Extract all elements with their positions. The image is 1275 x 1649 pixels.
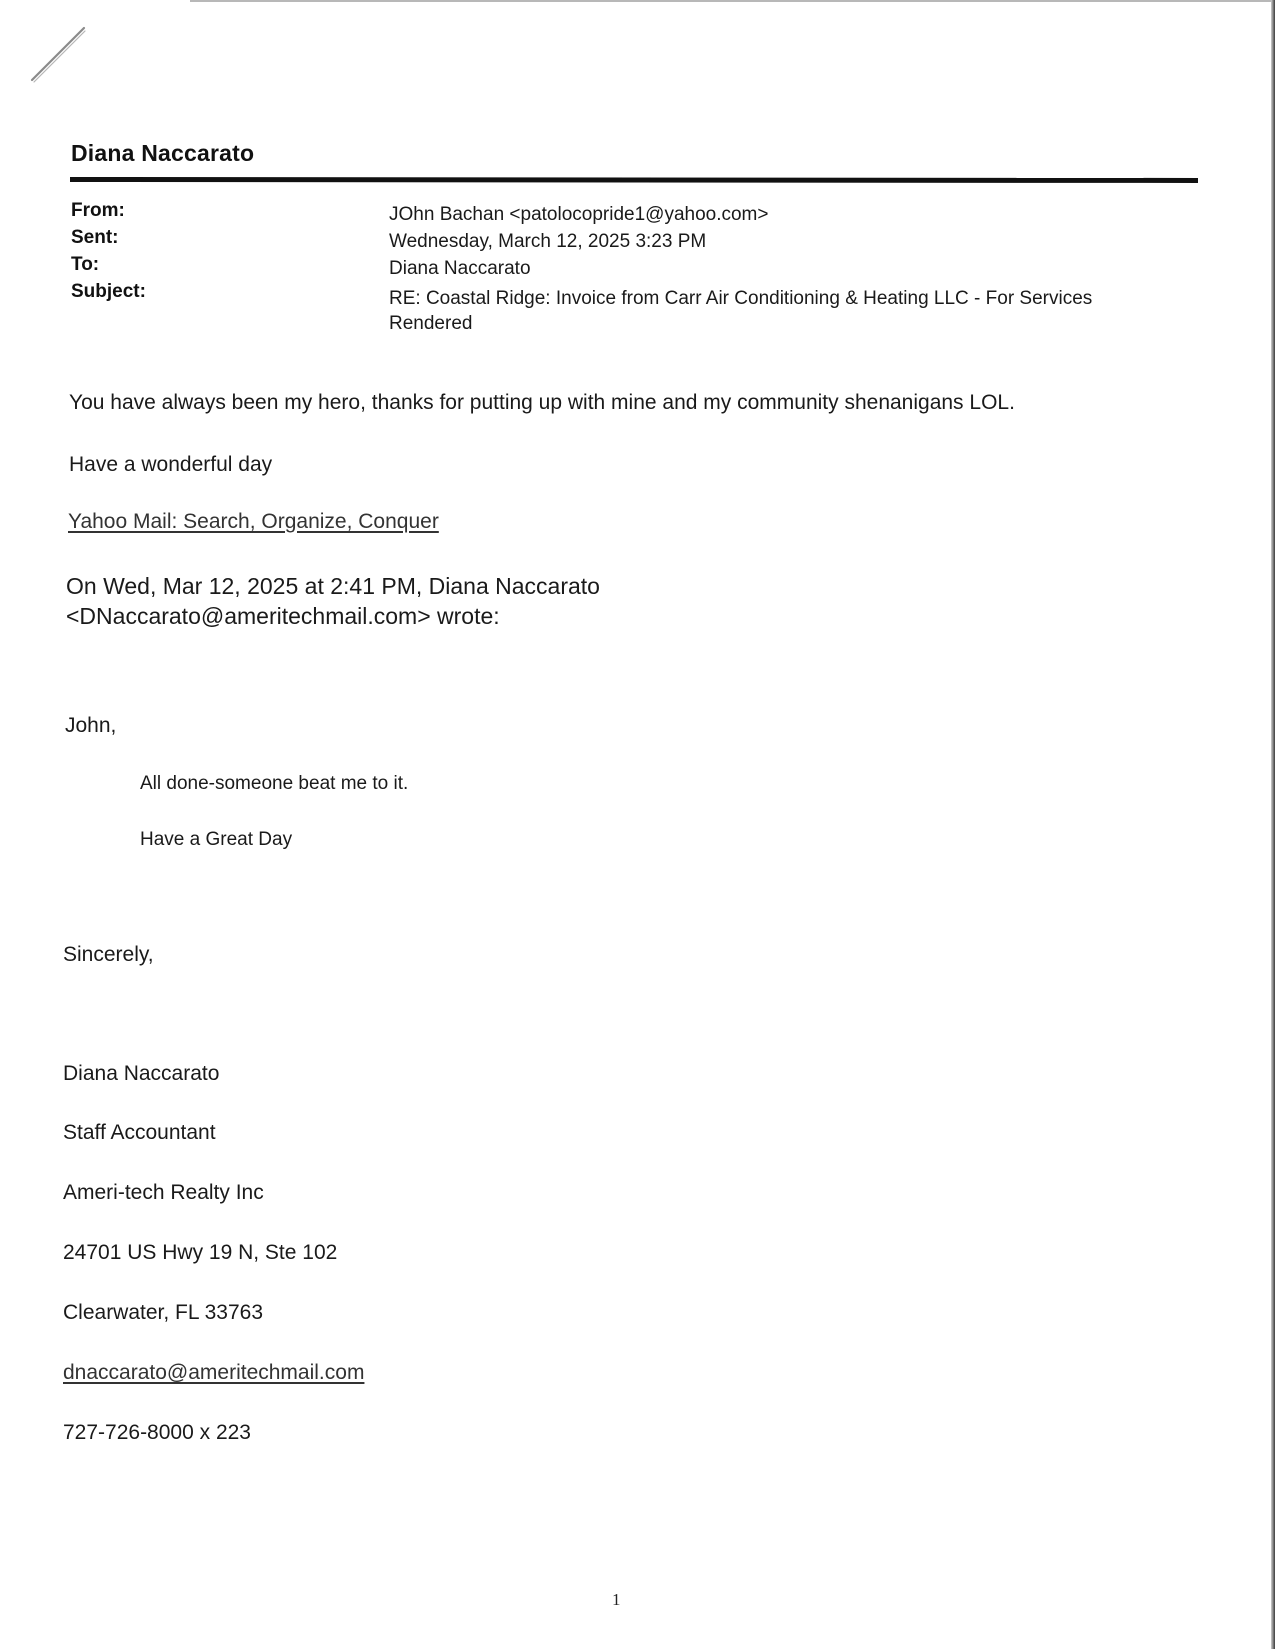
to-label: To: <box>71 254 100 275</box>
quoted-header-line-2: <DNaccarato@ameritechmail.com> wrote: <box>66 603 500 629</box>
signature-email-link[interactable]: dnaccarato@ameritechmail.com <box>63 1361 365 1384</box>
scan-right-edge <box>1271 0 1275 1649</box>
subject-value: RE: Coastal Ridge: Invoice from Carr Air Conditioning & Heating LLC - For Services Rendered <box>389 288 1093 334</box>
header-rule <box>70 177 1198 183</box>
quoted-header <box>66 571 600 631</box>
reply-line-1: You have always been my hero, thanks for putting up with mine and my community shenanigans LOL. <box>69 391 1015 414</box>
signature-address-2: Clearwater, FL 33763 <box>63 1301 264 1324</box>
sent-value: Wednesday, March 12, 2025 3:23 PM <box>389 231 707 252</box>
quoted-header-line-1: On Wed, Mar 12, 2025 at 2:41 PM, Diana Naccarato <box>66 573 600 599</box>
yahoo-mail-link[interactable]: Yahoo Mail: Search, Organize, Conquer <box>68 510 439 533</box>
quoted-body-2: Have a Great Day <box>140 829 293 850</box>
page-number: 1 <box>612 1590 621 1609</box>
from-value: JOhn Bachan <patolocopride1@yahoo.com> <box>389 204 769 225</box>
scan-top-line <box>190 0 1275 2</box>
signature-address-1: 24701 US Hwy 19 N, Ste 102 <box>63 1241 338 1264</box>
signature-name: Diana Naccarato <box>63 1062 220 1085</box>
from-label: From: <box>71 200 125 221</box>
signature-company: Ameri-tech Realty Inc <box>63 1181 264 1204</box>
quoted-greeting: John, <box>65 714 117 737</box>
quoted-body-1: All done-someone beat me to it. <box>140 773 409 794</box>
signature-phone: 727-726-8000 x 223 <box>63 1421 251 1444</box>
sent-label: Sent: <box>71 227 119 248</box>
signature-title: Staff Accountant <box>63 1121 216 1144</box>
pen-mark-icon <box>28 22 88 86</box>
quoted-closing: Sincerely, <box>63 943 154 966</box>
subject-label: Subject: <box>71 281 146 302</box>
reply-line-2: Have a wonderful day <box>69 453 273 476</box>
header-name: Diana Naccarato <box>71 140 255 166</box>
to-value: Diana Naccarato <box>389 258 531 279</box>
